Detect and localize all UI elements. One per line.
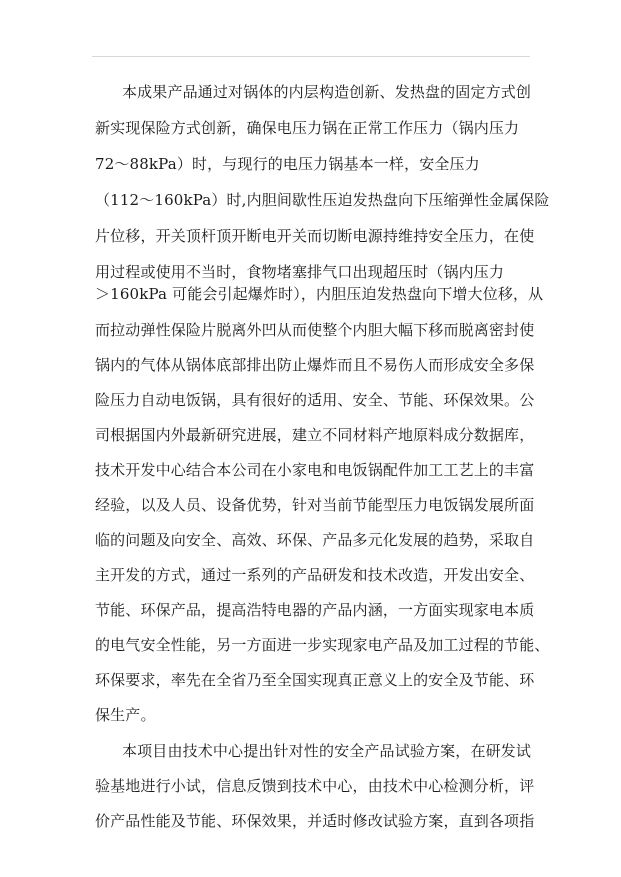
paragraph-2-line-2: 验基地进行小试，信息反馈到技术中心，由技术中心检测分析，评 [95, 777, 535, 795]
paragraph-2-line-1: 本项目由技术中心提出针对性的安全产品试验方案，在研发试 [122, 742, 532, 760]
paragraph-1-line-10: 险压力自动电饭锅，具有很好的适用、安全、节能、环保效果。公 [95, 391, 535, 409]
paragraph-1-line-16: 节能、环保产品，提高浩特电器的产品内涵，一方面实现家电本质 [95, 601, 535, 619]
paragraph-1-line-6: 用过程或使用不当时，食物堵塞排气口出现超压时（锅内压力 [95, 263, 505, 281]
paragraph-1-line-12: 技术开发中心结合本公司在小家电和电饭锅配件加工工艺上的丰富 [95, 461, 535, 479]
paragraph-1-line-9: 锅内的气体从锅体底部排出防止爆炸而且不易伤人而形成安全多保 [95, 356, 535, 374]
paragraph-2-line-3: 价产品性能及节能、环保效果，并适时修改试验方案，直到各项指 [95, 812, 535, 830]
paragraph-1-line-4: （112～160kPa）时,内胆间歇性压迫发热盘向下压缩弹性金属保险 [95, 191, 550, 209]
header-rule [92, 56, 530, 57]
paragraph-1-line-5: 片位移，开关顶杆顶开断电开关而切断电源持维持安全压力，在使 [95, 227, 535, 245]
paragraph-1-line-13: 经验，以及人员、设备优势，针对当前节能型压力电饭锅发展所面 [95, 496, 535, 514]
paragraph-1-line-11: 司根据国内外最新研究进展，建立不同材料产地原料成分数据库， [95, 426, 535, 444]
paragraph-1-line-18: 环保要求，率先在全省乃至全国实现真正意义上的安全及节能、环 [95, 671, 535, 689]
paragraph-1-line-7: ＞160kPa 可能会引起爆炸时），内胆压迫发热盘向下增大位移，从 [95, 285, 544, 303]
paragraph-1-line-17: 的电气安全性能，另一方面进一步实现家电产品及加工过程的节能、 [95, 636, 550, 654]
paragraph-1-line-19: 保生产。 [95, 706, 156, 724]
paragraph-1-line-14: 临的问题及向安全、高效、环保、产品多元化发展的趋势，采取自 [95, 531, 535, 549]
paragraph-1-line-8: 而拉动弹性保险片脱离外凹从而使整个内胆大幅下移而脱离密封使 [95, 321, 535, 339]
paragraph-1-line-2: 新实现保险方式创新，确保电压力锅在正常工作压力（锅内压力 [95, 119, 520, 137]
paragraph-1-line-1: 本成果产品通过对锅体的内层构造创新、发热盘的固定方式创 [122, 83, 532, 101]
paragraph-1-line-3: 72～88kPa）时，与现行的电压力锅基本一样，安全压力 [95, 155, 480, 173]
paragraph-1-line-15: 主开发的方式，通过一系列的产品研发和技术改造，开发出安全、 [95, 566, 535, 584]
